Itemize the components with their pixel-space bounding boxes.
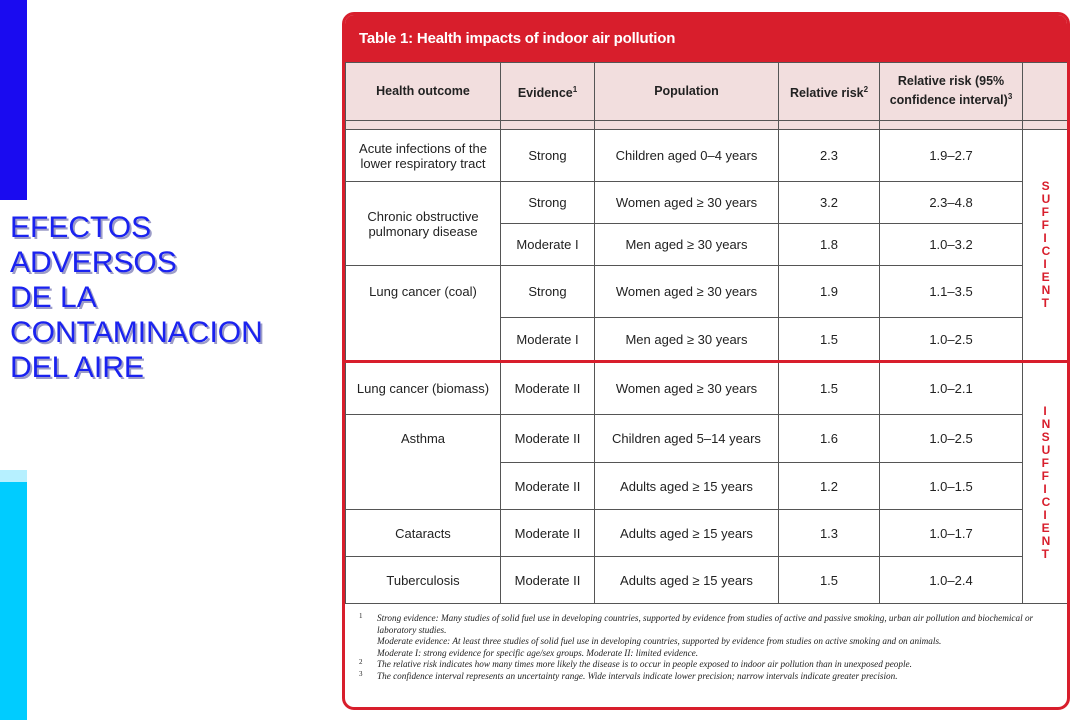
footnote: 3 The confidence interval represents an uncertainty range. Wide intervals indicate lower precision; narrow intervals indicate greater precision. bbox=[359, 669, 898, 681]
outcome-cell: Lung cancer (coal) bbox=[346, 266, 501, 362]
confidence-interval-cell: 1.0–2.5 bbox=[880, 415, 1023, 463]
table-header-spacer bbox=[346, 121, 1068, 130]
table-row bbox=[346, 362, 1068, 415]
table-row bbox=[346, 510, 1068, 557]
population-cell: Adults aged ≥ 15 years bbox=[595, 463, 779, 510]
confidence-interval-cell: 1.0–1.5 bbox=[880, 463, 1023, 510]
table-row bbox=[346, 415, 1068, 463]
population-cell: Children aged 0–4 years bbox=[595, 130, 779, 182]
decorative-bar-blue bbox=[0, 0, 27, 200]
evidence-cell: Moderate II bbox=[501, 415, 595, 463]
evidence-cell: Moderate II bbox=[501, 557, 595, 604]
relative-risk-cell: 2.3 bbox=[779, 130, 880, 182]
confidence-interval-cell: 1.0–2.5 bbox=[880, 318, 1023, 362]
confidence-interval-cell: 1.0–2.1 bbox=[880, 362, 1023, 415]
confidence-interval-cell: 1.0–3.2 bbox=[880, 224, 1023, 266]
slide-title-line: ADVERSOS bbox=[10, 246, 177, 279]
sufficient-label: SUFFICIENT bbox=[1023, 130, 1068, 362]
population-cell: Children aged 5–14 years bbox=[595, 415, 779, 463]
outcome-cell: Tuberculosis bbox=[346, 557, 501, 604]
header-population: Population bbox=[595, 63, 779, 121]
relative-risk-cell: 1.9 bbox=[779, 266, 880, 318]
table-caption: Table 1: Health impacts of indoor air pollution bbox=[345, 15, 1067, 62]
confidence-interval-cell: 1.1–3.5 bbox=[880, 266, 1023, 318]
slide-title bbox=[10, 210, 330, 385]
relative-risk-cell: 1.3 bbox=[779, 510, 880, 557]
outcome-cell: Asthma bbox=[346, 415, 501, 510]
population-cell: Adults aged ≥ 15 years bbox=[595, 557, 779, 604]
table-footnotes bbox=[359, 613, 1059, 682]
footnote: Moderate I: strong evidence for specific age/sex groups. Moderate II: limited evidence. bbox=[377, 647, 699, 658]
header-blank bbox=[1023, 63, 1068, 121]
header-confidence-interval: Relative risk (95% confidence interval)$^3$ bbox=[880, 63, 1023, 121]
relative-risk-cell: 1.5 bbox=[779, 362, 880, 415]
footnote: 2 The relative risk indicates how many times more likely the disease is to occur in people exposed to indoor air pollution than in unexposed people. bbox=[359, 658, 912, 669]
table-figure bbox=[342, 12, 1070, 710]
table-row bbox=[346, 557, 1068, 604]
outcome-cell: Lung cancer (biomass) bbox=[346, 362, 501, 415]
footnote: 1 Strong evidence: Many studies of solid fuel use in developing countries, supported by evidence from studies of active and passive smoking, urban air pollution and biochemical or laboratory studies. bbox=[359, 612, 1034, 635]
evidence-cell: Strong bbox=[501, 182, 595, 224]
relative-risk-cell: 1.5 bbox=[779, 557, 880, 604]
confidence-interval-cell: 1.0–1.7 bbox=[880, 510, 1023, 557]
relative-risk-cell: 1.8 bbox=[779, 224, 880, 266]
confidence-interval-cell: 1.9–2.7 bbox=[880, 130, 1023, 182]
population-cell: Women aged ≥ 30 years bbox=[595, 182, 779, 224]
population-cell: Men aged ≥ 30 years bbox=[595, 224, 779, 266]
evidence-cell: Moderate II bbox=[501, 362, 595, 415]
insufficient-label: INSUFFICIENT bbox=[1023, 362, 1068, 604]
evidence-cell: Strong bbox=[501, 130, 595, 182]
footnote: Moderate evidence: At least three studies of solid fuel use in developing countries, supported by evidence from studies on active smoking and on animals. bbox=[377, 636, 942, 646]
table-row bbox=[346, 182, 1068, 224]
header-relative-risk: Relative risk$^2$ bbox=[779, 63, 880, 121]
table-row bbox=[346, 130, 1068, 182]
decorative-bar-cyan-light bbox=[0, 470, 27, 482]
evidence-cell: Strong bbox=[501, 266, 595, 318]
relative-risk-cell: 1.5 bbox=[779, 318, 880, 362]
population-cell: Adults aged ≥ 15 years bbox=[595, 510, 779, 557]
confidence-interval-cell: 2.3–4.8 bbox=[880, 182, 1023, 224]
slide-title-line: EFECTOS bbox=[10, 211, 152, 244]
relative-risk-cell: 1.2 bbox=[779, 463, 880, 510]
table-row bbox=[346, 266, 1068, 318]
table-header-row bbox=[346, 63, 1068, 121]
population-cell: Men aged ≥ 30 years bbox=[595, 318, 779, 362]
decorative-bar-cyan bbox=[0, 482, 27, 720]
outcome-cell: Chronic obstructive pulmonary disease bbox=[346, 182, 501, 266]
outcome-cell: Cataracts bbox=[346, 510, 501, 557]
relative-risk-cell: 3.2 bbox=[779, 182, 880, 224]
evidence-cell: Moderate I bbox=[501, 224, 595, 266]
evidence-cell: Moderate II bbox=[501, 463, 595, 510]
population-cell: Women aged ≥ 30 years bbox=[595, 266, 779, 318]
health-impacts-table bbox=[345, 62, 1068, 604]
evidence-cell: Moderate II bbox=[501, 510, 595, 557]
outcome-cell: Acute infections of the lower respiratory tract bbox=[346, 130, 501, 182]
population-cell: Women aged ≥ 30 years bbox=[595, 362, 779, 415]
relative-risk-cell: 1.6 bbox=[779, 415, 880, 463]
evidence-cell: Moderate I bbox=[501, 318, 595, 362]
header-health-outcome: Health outcome bbox=[346, 63, 501, 121]
slide-title-line: DEL AIRE bbox=[10, 351, 144, 384]
slide-title-line: DE LA bbox=[10, 281, 97, 314]
slide-title-line: CONTAMINACION bbox=[10, 316, 263, 349]
confidence-interval-cell: 1.0–2.4 bbox=[880, 557, 1023, 604]
header-evidence: Evidence$^1$ bbox=[501, 63, 595, 121]
